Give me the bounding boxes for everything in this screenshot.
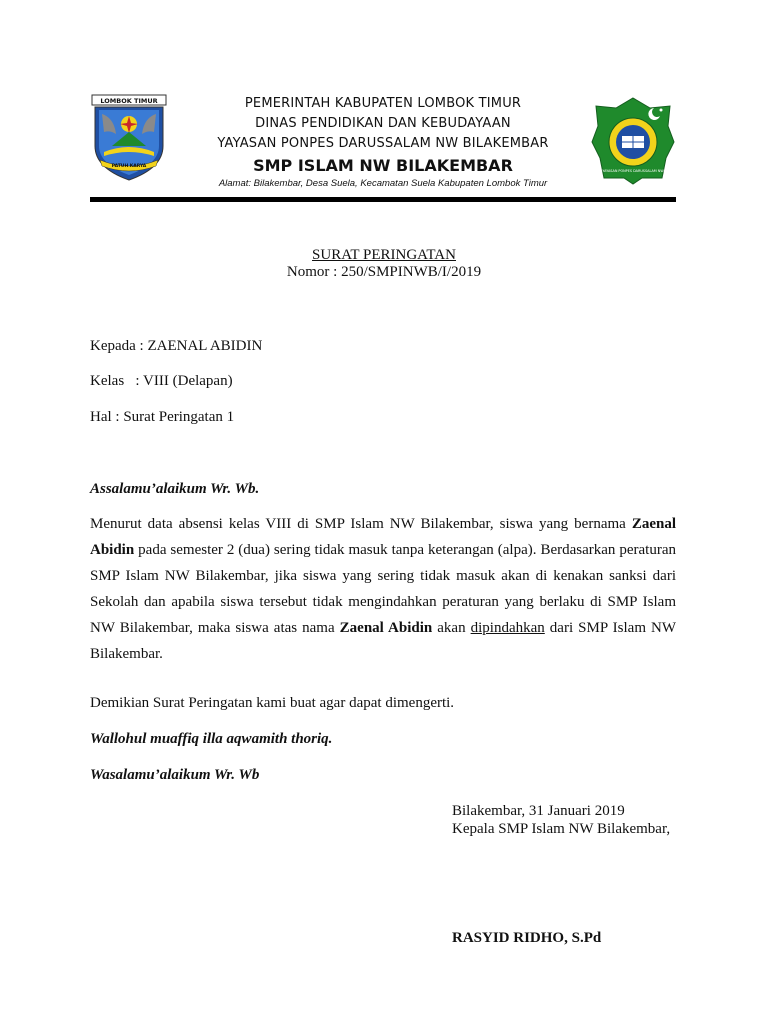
letterhead: [170, 94, 596, 189]
body-text-2: pada semester 2 (dua) sering tidak masuk tanpa keterangan (alpa). Berdasarkan peraturan SMP Islam NW Bilakembar, jika siswa yang sering tidak masuk akan di kenakan sanksi dari Sekolah dan apabila siswa tersebut tidak mengindahkan peraturan yang berlaku di SMP Islam NW Bilakembar, maka siswa atas nama: [90, 542, 676, 636]
closing-line: Demikian Surat Peringatan kami buat agar dapat dimengerti.: [90, 695, 455, 711]
letter-title: [0, 246, 768, 264]
body-text-1: Menurut data absensi kelas VIII di SMP Islam NW Bilakembar, siswa yang bernama: [90, 516, 632, 532]
left-logo: [90, 94, 168, 184]
header-line-3: YAYASAN PONPES DARUSSALAM NW BILAKEMBAR: [217, 136, 549, 151]
student-name-2: Zaenal Abidin: [339, 620, 433, 636]
body-text-4: dari SMP Islam NW Bilakembar.: [90, 620, 677, 662]
letter-title-text: SURAT PERINGATAN: [312, 247, 456, 263]
lombok-timur-emblem-icon: [90, 94, 168, 184]
logo-ring-text: YAYASAN PONPES DARUSSALAM NW: [602, 169, 664, 173]
subject-line: Hal : Surat Peringatan 1: [90, 409, 235, 425]
logo-ribbon-text: PATUH KARYA: [111, 164, 147, 169]
letterhead-divider: [90, 197, 676, 202]
header-line-1: PEMERINTAH KABUPATEN LOMBOK TIMUR: [244, 96, 522, 111]
signatory-name: RASYID RIDHO, S.Pd: [452, 930, 602, 946]
right-logo: [590, 96, 676, 186]
header-address: Alamat: Bilakembar, Desa Suela, Kecamatan Suela Kabupaten Lombok Timur: [218, 178, 548, 189]
student-name-1: Zaenal Abidin: [90, 516, 676, 558]
place-date: Bilakembar, 31 Januari 2019: [452, 803, 625, 819]
recipient-line: Kepada : ZAENAL ABIDIN: [90, 338, 263, 354]
header-school-name: SMP ISLAM NW BILAKEMBAR: [253, 156, 513, 175]
letter-number: Nomor : 250/SMPINWB/I/2019: [286, 264, 482, 280]
underlined-word: dipindahkan: [470, 620, 545, 636]
farewell-line: Wasalamu’alaikum Wr. Wb: [90, 767, 260, 783]
body-text-3: akan: [432, 620, 471, 636]
logo-banner-text: LOMBOK TIMUR: [100, 97, 158, 105]
body-paragraph: [90, 511, 676, 667]
class-line: Kelas : VIII (Delapan): [90, 373, 233, 389]
signer-position: Kepala SMP Islam NW Bilakembar,: [452, 821, 671, 837]
header-line-2: DINAS PENDIDIKAN DAN KEBUDAYAAN: [255, 116, 511, 131]
yayasan-emblem-icon: [590, 96, 676, 186]
greeting: Assalamu’alaikum Wr. Wb.: [90, 481, 260, 497]
prayer-line: Wallohul muaffiq illa aqwamith thoriq.: [90, 731, 333, 747]
